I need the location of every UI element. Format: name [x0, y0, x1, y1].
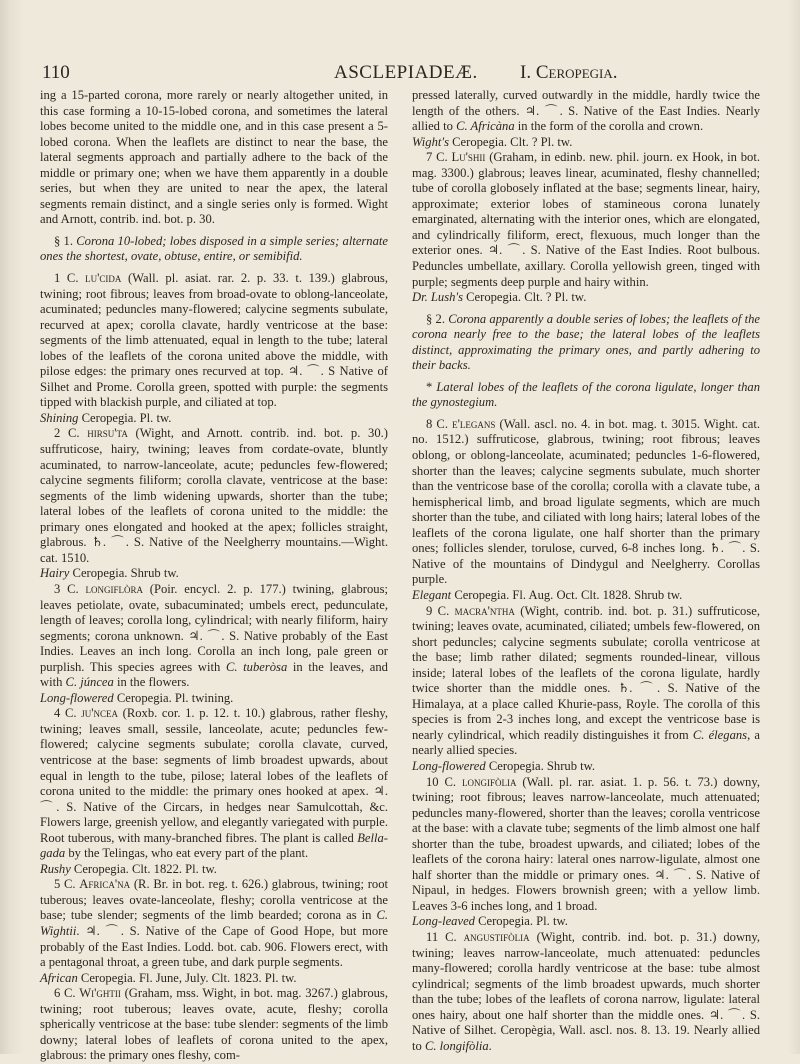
right-paragraph: 9 C. macra'ntha (Wight, contrib. ind. bot. p. 31.) suffruticose, twining; leaves ovate, acuminated, ciliated; umbels few-flowered, on short peduncles; calycine segments subulate; corolla ventricose at the base; limb rather dilated; segments rounded-linear, villous inside; lateral lobes of the leaflets of the corona ligulate, hardly twice shorter than the middle ones. ♄. ⌒. S. Native of the Himalaya, at a place called Khurie-pass, Royle. The corolla of this species is from 2-3 inches long, and except the ventricose base is nearly cylindrical, which readily distinguishes it from C. élegans, a nearly allied species.	[412, 603, 760, 758]
left-paragraph: 4 C. ju'ncea (Roxb. cor. 1. p. 12. t. 10.) glabrous, rather fleshy, twining; leaves small, sessile, lanceolate, acute; peduncles few-flowered; calycine segments subulate; corolla clavate, curved, ventricose at the base: segments of limb broadest upwards, about equal in length to the tube, pilose; lateral lobes of the leaflets of corona united to the middle: the primary ones hooked at apex. ♃. ⌒. S. Native of the Circars, in hedges near Samulcottah, &c. Flowers large, greenish yellow, and elegantly variegated with purple. Root tuberous, with many-branched fibres. The plant is called Bella-gada by the Telingas, who eat every part of the plant.	[40, 706, 388, 861]
right-paragraph: * Lateral lobes of the leaflets of the corona ligulate, longer than the gynostegium.	[412, 379, 760, 410]
right-paragraph: 7 C. Lu'shii (Graham, in edinb. new. phil. journ. ex Hook, in bot. mag. 3300.) glabrous; leaves linear, acuminated, fleshy channelled; tube of corolla globosely inflated at the base; segments linear, hairy, approximate; exterior lobes of staminеous corona lunately emarginated, alternating with the interior ones, which are elongated, and cylindrically filiform, erect, flexuous, much longer than the exterior ones. ♃. ⌒. S. Native of the East Indies. Root bulbous. Peduncles umbellate, axillary. Corolla yellowish green, tinged with purple; segments deep purple and hairy within.	[412, 150, 760, 289]
left-paragraph: 6 C. Wi'ghtii (Graham, mss. Wight, in bot. mag. 3267.) glabrous, twining; root tuberous; leaves ovate, acute, fleshy; corolla spherically ventricose at the base: tube slender: segments of the limb downy; lateral lobes of leaflets of corona united to the apex, glabrous: the primary ones fleshy, com-	[40, 986, 388, 1063]
right-paragraph: 8 C. e'legans (Wall. ascl. no. 4. in bot. mag. t. 3015. Wight. cat. no. 1512.) suffruticose, glabrous, twining; root fibrous; leaves oblong, or oblong-lanceolate, acuminated; peduncles 1-6-flowered, shorter than the leaves; calycine segments subulate, much shorter than the ventricose base of the corolla; corolla with a clavate tube, a hemispherical limb, and broad ligulate segments, which are much shorter than the tube, and ciliated with long hairs; lateral lobes of the leaflets of the corona ligulate, one half shorter than the primary ones; follicles slender, torulose, curved, 6-8 inches long. ♄. ⌒. S. Native of the mountains of Dindygul and Neelgherry. Corollas purple.	[412, 416, 760, 587]
right-paragraph: pressed laterally, curved outwardly in the middle, hardly twice the length of the others. ♃. ⌒. S. Native of the East Indies. Nearly allied to C. Africàna in the form of the corolla and crown.	[412, 88, 760, 134]
right-paragraph: Long-flowered Ceropegia. Shrub tw.	[412, 758, 596, 773]
page-binding-edge	[0, 0, 24, 1054]
left-paragraph: Shining Ceropegia. Pl. tw.	[40, 410, 172, 425]
left-paragraph: African Ceropegia. Fl. June, July. Clt. 1823. Pl. tw.	[40, 970, 297, 985]
left-paragraph: Hairy Ceropegia. Shrub tw.	[40, 566, 179, 581]
left-paragraph: 5 C. Africa'na (R. Br. in bot. reg. t. 626.) glabrous, twining; root tuberous; leaves ovate-lanceolate, fleshy; corolla ventricose at the base; tube slender; segments of the limb bearded; corona as in C. Wightii. ♃. ⌒. S. Native of the Cape of Good Hope, but more probably of the East Indies. Lodd. bot. cab. 906. Flowers erect, with a pentagonal throat, a green tube, and dark purple segments.	[40, 877, 388, 970]
left-paragraph: Long-flowered Ceropegia. Pl. twining.	[40, 690, 234, 705]
left-paragraph: Rushy Ceropegia. Clt. 1822. Pl. tw.	[40, 861, 217, 876]
left-text-column	[40, 88, 388, 1064]
right-text-column	[412, 88, 760, 1054]
right-paragraph: Wight's Ceropegia. Clt. ? Pl. tw.	[412, 134, 573, 149]
left-paragraph: 3 C. longiflòra (Poir. encycl. 2. p. 177.) twining, glabrous; leaves petiolate, ovate, subacuminated; umbels erect, pedunculate, length of leaves; corolla long, cylindrical; with nearly filiform, hairy segments; corona unknown. ♃. ⌒. S. Native probably of the East Indies. Leaves an inch long. Corolla an inch long, pale green or purplish. This species agrees with C. tuberòsa in the leaves, and with C. júncea in the flowers.	[40, 581, 388, 690]
right-paragraph: Long-leaved Ceropegia. Pl. tw.	[412, 914, 568, 929]
page-right-edge	[788, 0, 800, 1054]
right-paragraph: 11 C. angustifòlia (Wight, contrib. ind. bot. p. 31.) downy, twining; leaves narrow-lanceolate, much attenuated: peduncles many-flowered; corolla hardly ventricose at the base: tube almost cylindrical; segments of the limb broadest upwards, much shorter than the tube; lobes of the leaflets of corona narrow, ligulate: lateral ones hairy, about one half shorter than the middle ones. ♃. ⌒. S. Native of Silhet. Ceropègia, Wall. ascl. nos. 8. 13. 19. Nearly allied to C. longifòlia.	[412, 929, 760, 1053]
right-paragraph: § 2. Corona apparently a double series of lobes; the leaflets of the corona nearly free to the base; the lateral lobes of the leaflets distinct, approximating the primary ones, and partly adhering to their backs.	[412, 311, 760, 373]
running-subtitle: I. Ceropegia.	[520, 62, 618, 83]
left-paragraph: 1 C. lu'cida (Wall. pl. asiat. rar. 2. p. 33. t. 139.) glabrous, twining; root fibrous; leaves from broad-ovate to oblong-lanceolate, acuminated; peduncles many-flowered; calycine segments subulate, recurved at apex; corolla clavate, hardly ventricose at the base: segments of the limb attenuated, equal in length to the tube; lateral lobes of the leaflets of the corona united above the middle, with pilose edges: the primary ones recurved at top. ♃. ⌒. S Native of Silhet and Prome. Corolla green, spotted with purple: the segments tipped with blackish purple, and ciliated at top.	[40, 271, 388, 410]
page-number: 110	[42, 62, 70, 83]
right-paragraph: 10 C. longifòlia (Wall. pl. rar. asiat. 1. p. 56. t. 73.) downy, twining; root fibrous; leaves narrow-lanceolate, much attenuated; peduncles many-flowered, shorter than the leaves; corolla ventricose at the base: with a clavate tube; segments of the limb almost one half shorter than the tube, broadest upwards, and ciliated; lobes of the leaflets of the corona hairy: lateral ones narrow-ligulate, almost one half shorter than the middle or primary ones. ♃. ⌒. S. Native of Nipaul, in hedges. Flowers brownish green; with a yellow limb. Leaves 3-6 inches long, and 1 broad.	[412, 774, 760, 913]
running-title: ASCLEPIADEÆ.	[334, 62, 478, 83]
right-paragraph: Dr. Lush's Ceropegia. Clt. ? Pl. tw.	[412, 290, 587, 305]
left-paragraph: 2 C. hirsu'ta (Wight, and Arnott. contrib. ind. bot. p. 30.) suffruticose, hairy, twining; leaves from cordate-ovate, bluntly acuminated, to narrow-lanceolate, acute; peduncles few-flowered; calycine segments filiform; corolla clavate, ventricose at the base: segments of the limb widening upwards, shorter than the tube; lateral lobes of the leaflets of corona united to the middle: the primary ones elongated and hooked at the apex; follicles straight, glabrous. ♄. ⌒. S. Native of the Neelgherry mountains.—Wight. cat. 1510.	[40, 426, 388, 565]
left-paragraph: ing a 15-parted corona, more rarely or nearly altogether united, in this case forming a 10-15-lobed corona, and sometimes the lateral lobes become united to the middle one, and in this case present a 5-lobed corona. When the leaflets are distinct to near the base, the lateral segments approach and partially adhere to the back of the middle or primary one; when we have them apparently in a double series, but when they are united to near the apex, the lateral segments remain distinct, and a single series only is formed. Wight and Arnott, contrib. ind. bot. p. 30.	[40, 88, 388, 227]
right-paragraph: Elegant Ceropegia. Fl. Aug. Oct. Clt. 1828. Shrub tw.	[412, 587, 683, 602]
running-header	[42, 58, 772, 88]
left-paragraph: § 1. Corona 10-lobed; lobes disposed in a simple series; alternate ones the shortest, ovate, obtuse, entire, or semibifid.	[40, 233, 388, 264]
